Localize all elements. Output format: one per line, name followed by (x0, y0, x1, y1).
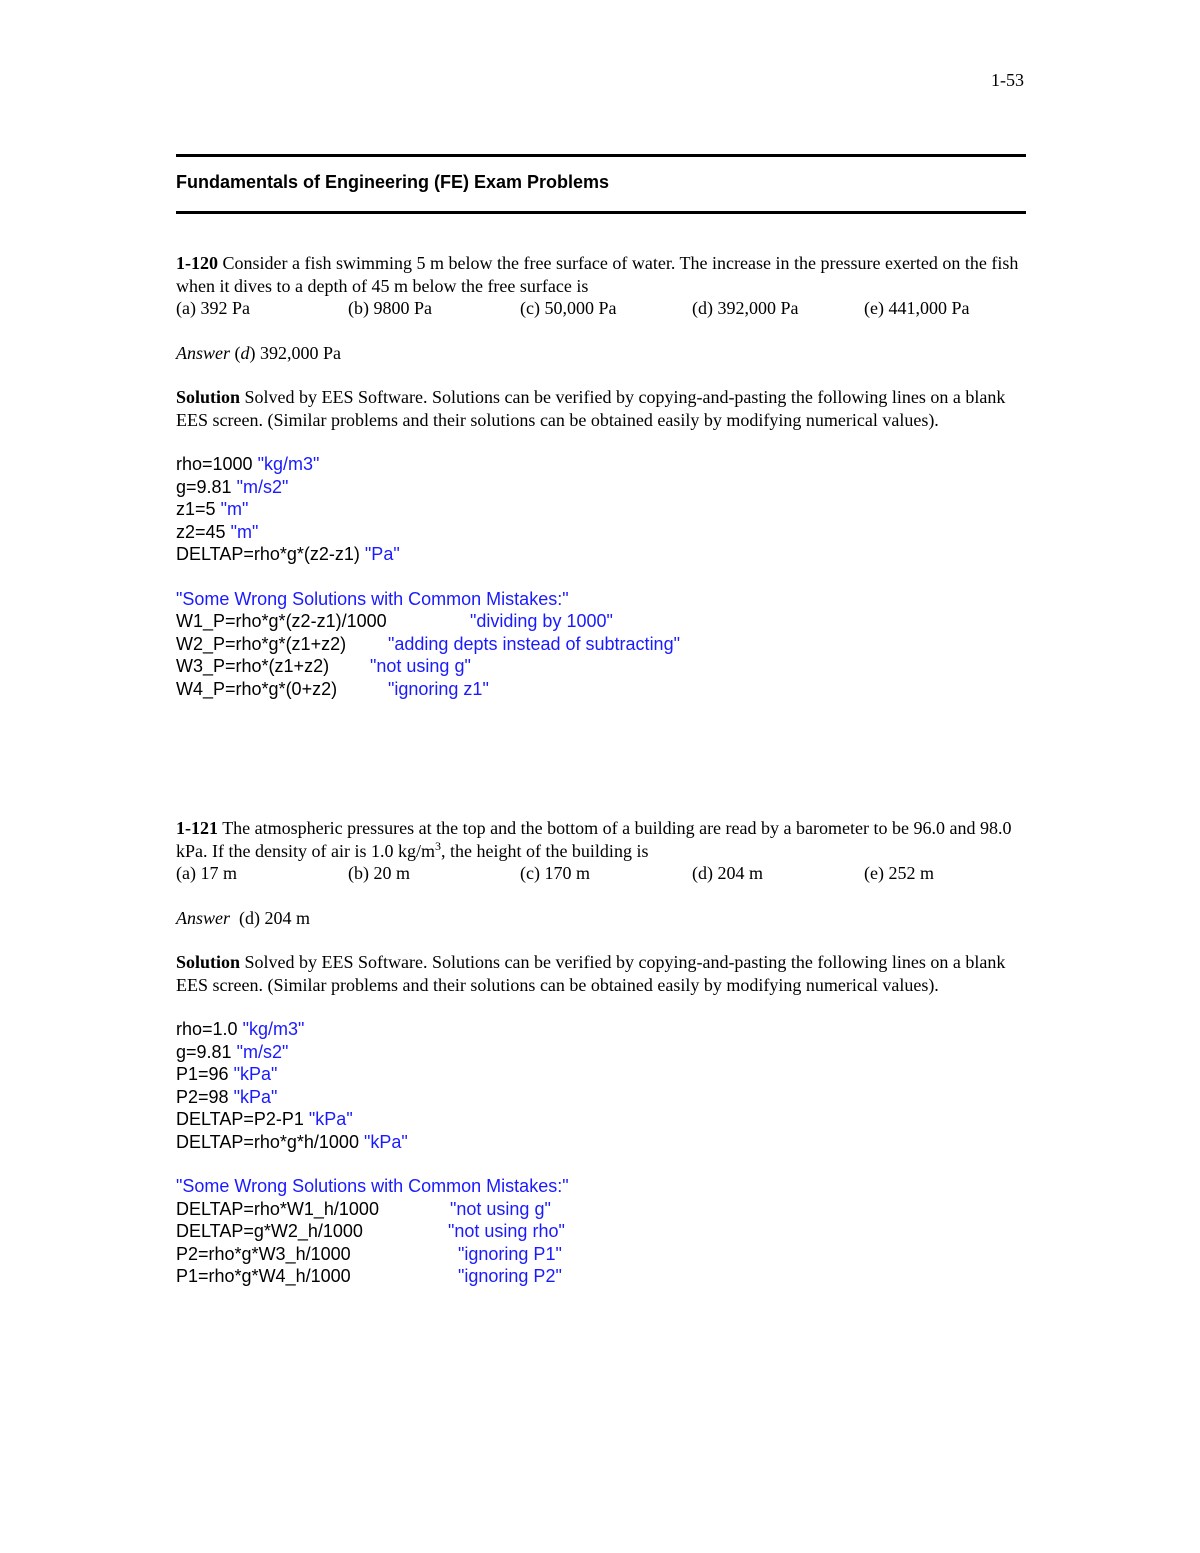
code-line (176, 1108, 1036, 1131)
choice-a: (a) 392 Pa (176, 298, 250, 318)
answer-open: ( (230, 342, 241, 363)
code-line (176, 453, 1036, 476)
code-line (176, 1243, 1036, 1266)
code-line (176, 678, 1036, 701)
answer-line (176, 342, 1036, 365)
code-expr: W2_P=rho*g*(z1+z2) (176, 633, 347, 654)
answer-choices (176, 862, 1036, 885)
code-expr: DELTAP=rho*W1_h/1000 (176, 1198, 379, 1219)
choice-d: (d) 392,000 Pa (692, 298, 799, 318)
code-comment: "ignoring z1" (388, 678, 489, 699)
code-line (176, 1131, 1036, 1154)
code-line (176, 1086, 1036, 1109)
wrong-solutions-header: "Some Wrong Solutions with Common Mistakes:" (176, 1176, 569, 1196)
code-line (176, 1220, 1036, 1243)
code-line (176, 543, 1036, 566)
question-body: The atmospheric pressures at the top and the bottom of a building are read by a barometer to be 96.0 and 98.0 kPa. If the density of air is 1.0 kg/m (176, 818, 1012, 861)
wrong-solutions (176, 588, 1036, 701)
code-comment: "kg/m3" (257, 454, 320, 474)
wrong-solutions-header: "Some Wrong Solutions with Common Mistakes:" (176, 588, 569, 609)
code-comment: "m" (220, 499, 249, 519)
ees-code (176, 453, 1036, 566)
solution-body: Solved by EES Software. Solutions can be verified by copying-and-pasting the following lines on a blank EES screen. (Similar problems and their solutions can be obtained easily by modifying numerical values). (176, 387, 1006, 430)
page-number: 1-53 (991, 70, 1024, 90)
problem-1-120 (176, 252, 1036, 700)
code-comment: "not using g" (450, 1198, 551, 1219)
code-expr: g=9.81 (176, 476, 232, 497)
solution-label: Solution (176, 952, 241, 972)
choice-d: (d) 204 m (692, 863, 763, 883)
code-comment: "not using g" (370, 656, 471, 676)
code-line (176, 655, 1036, 678)
choice-b: (b) 9800 Pa (348, 298, 432, 318)
code-expr: P2=98 (176, 1086, 229, 1107)
solution-text (176, 386, 1036, 431)
code-comment: "ignoring P2" (458, 1266, 562, 1286)
solution-text (176, 951, 1036, 996)
choice-c: (c) 50,000 Pa (520, 298, 617, 318)
wrong-solutions (176, 1175, 1036, 1288)
answer-value: (d) 204 m (230, 907, 310, 928)
code-comment: "m/s2" (236, 1041, 289, 1062)
answer-label: Answer (176, 907, 230, 928)
code-expr: P2=rho*g*W3_h/1000 (176, 1243, 351, 1264)
bottom-rule (176, 211, 1026, 214)
answer-label: Answer (176, 342, 230, 363)
code-expr: z2=45 (176, 521, 226, 542)
choice-c: (c) 170 m (520, 863, 590, 883)
top-rule (176, 154, 1026, 157)
code-expr: DELTAP=rho*g*h/1000 (176, 1131, 359, 1152)
problem-number: 1-121 (176, 818, 218, 838)
code-expr: P1=96 (176, 1064, 229, 1084)
question-body-end: , the height of the building is (440, 840, 649, 861)
code-comment: "Pa" (364, 544, 400, 564)
code-expr: g=9.81 (176, 1041, 232, 1062)
code-comment: "kPa" (363, 1131, 408, 1152)
code-expr: z1=5 (176, 499, 216, 519)
code-comment: "kPa" (233, 1064, 278, 1084)
code-line (176, 1041, 1036, 1064)
question-text (176, 817, 1036, 862)
code-line (176, 1198, 1036, 1221)
code-comment: "kPa" (233, 1086, 278, 1107)
answer-letter: d (240, 342, 250, 363)
code-line (176, 476, 1036, 499)
code-line (176, 1063, 1036, 1086)
code-comment: "dividing by 1000" (470, 611, 613, 631)
question-body: Consider a fish swimming 5 m below the free surface of water. The increase in the pressure exerted on the fish when it dives to a depth of 45 m below the free surface is (176, 253, 1019, 296)
section-title: Fundamentals of Engineering (FE) Exam Problems (176, 172, 610, 192)
code-expr: P1=rho*g*W4_h/1000 (176, 1266, 351, 1286)
code-expr: DELTAP=g*W2_h/1000 (176, 1221, 363, 1241)
code-comment: "not using rho" (448, 1221, 565, 1241)
choice-b: (b) 20 m (348, 863, 410, 883)
solution-body: Solved by EES Software. Solutions can be verified by copying-and-pasting the following lines on a blank EES screen. (Similar problems and their solutions can be obtained easily by modifying numerical values). (176, 952, 1006, 995)
code-comment: "kPa" (308, 1109, 353, 1129)
choice-e: (e) 252 m (864, 863, 934, 883)
answer-choices (176, 297, 1036, 320)
code-line (176, 633, 1036, 656)
code-expr: DELTAP=P2-P1 (176, 1109, 304, 1129)
code-comment: "m" (230, 521, 259, 542)
choice-e: (e) 441,000 Pa (864, 298, 970, 318)
code-comment: "m/s2" (236, 476, 289, 497)
question-text (176, 252, 1036, 297)
code-comment: "kg/m3" (242, 1019, 305, 1039)
code-expr: W3_P=rho*(z1+z2) (176, 656, 330, 676)
choice-a: (a) 17 m (176, 863, 237, 883)
code-line (176, 610, 1036, 633)
code-expr: rho=1000 (176, 454, 253, 474)
answer-line (176, 907, 1036, 930)
code-expr: W4_P=rho*g*(0+z2) (176, 678, 338, 699)
code-comment: "ignoring P1" (458, 1243, 562, 1264)
code-line (176, 521, 1036, 544)
problem-1-121 (176, 817, 1036, 1288)
solution-label: Solution (176, 387, 241, 407)
code-expr: W1_P=rho*g*(z2-z1)/1000 (176, 611, 387, 631)
code-expr: DELTAP=rho*g*(z2-z1) (176, 544, 360, 564)
code-line (176, 498, 1036, 521)
code-expr: rho=1.0 (176, 1019, 238, 1039)
problem-number: 1-120 (176, 253, 218, 273)
ees-code (176, 1018, 1036, 1153)
code-line (176, 1018, 1036, 1041)
code-comment: "adding depts instead of subtracting" (388, 633, 680, 654)
answer-value: ) 392,000 Pa (249, 342, 341, 363)
question-superscript: 3 (434, 838, 441, 853)
code-line (176, 1265, 1036, 1288)
